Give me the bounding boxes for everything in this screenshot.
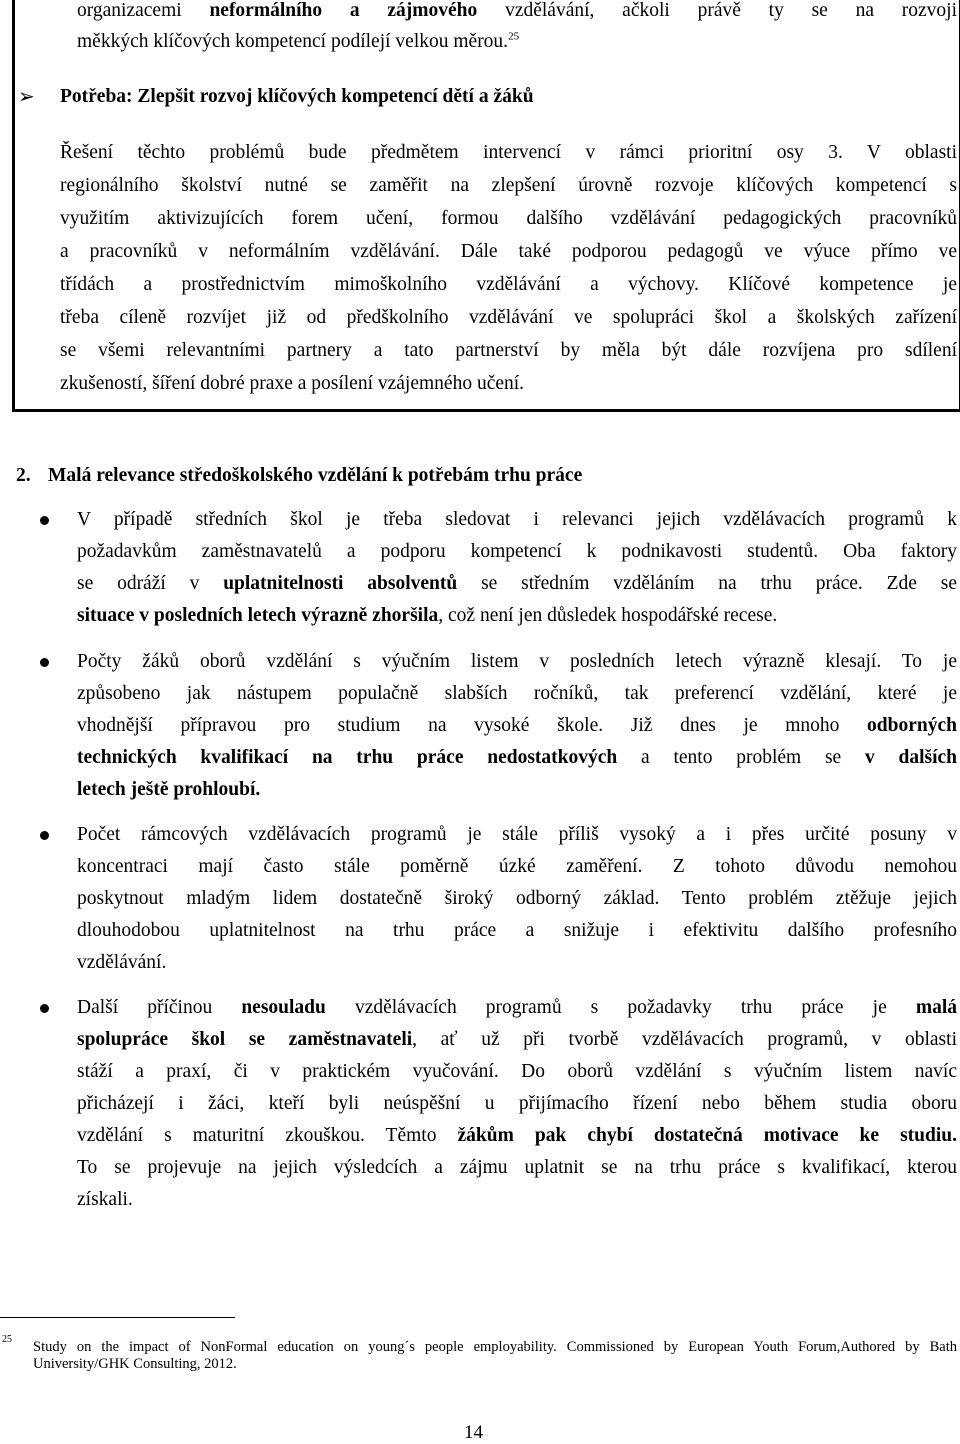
bullet-icon: [40, 831, 49, 840]
box-line-1: organizacemi neformálního a zájmového vzdělávání, ačkoli právě ty se na rozvoji: [77, 0, 957, 21]
footnote-divider: [0, 1317, 235, 1318]
bullet-1-line: se odráží v uplatnitelnosti absolventů se středním vzděláním na trhu práce. Zde se: [77, 573, 958, 594]
bullet-1-line: V případě středních škol je třeba sledovat i relevanci jejich vzdělávacích programů k: [77, 509, 957, 530]
arrow-bullet-icon: ➢: [18, 86, 35, 108]
box-para-line: a pracovníků v neformálním vzdělávání. Dále také podporou pedagogů ve výuce přímo ve: [60, 241, 957, 262]
bullet-4-line: To se projevuje na jejich výsledcích a zájmu uplatnit se na trhu práce s kvalifikací, kterou: [77, 1157, 957, 1178]
box-para-line: Řešení těchto problémů bude předmětem intervencí v rámci prioritní osy 3. V oblasti: [60, 142, 957, 163]
bullet-4-line: získali.: [77, 1189, 133, 1210]
box-para-line: využitím aktivizujících forem učení, formou dalšího vzdělávání pedagogických pracovníků: [60, 208, 957, 229]
box-para-line: se všemi relevantními partnery a tato partnerství by měla být dále rozvíjena pro sdílení: [60, 340, 957, 361]
bullet-3-line: poskytnout mladým lidem dostatečně široký odborný základ. Tento problém ztěžuje jejich: [77, 888, 957, 909]
bullet-3-line: koncentraci mají často stále poměrně úzké zaměření. Z tohoto důvodu nemohou: [77, 856, 957, 877]
footnote-reference: 25: [508, 30, 520, 43]
bullet-4-line: vzdělání s maturitní zkouškou. Těmto žákům pak chybí dostatečná motivace ke studiu.: [77, 1125, 958, 1146]
box-para-line: třídách a prostřednictvím mimoškolního vzdělávání a výchovy. Klíčové kompetence je: [60, 274, 957, 295]
bullet-3-line: Počet rámcových vzdělávacích programů je stále příliš vysoký a i přes určité posuny v: [77, 824, 957, 845]
bullet-1-line: situace v posledních letech výrazně zhoršila, což není jen důsledek hospodářské recese.: [77, 605, 778, 626]
bullet-1-line: požadavkům zaměstnavatelů a podporu kompetencí k podnikavosti studentů. Oba faktory: [77, 541, 957, 562]
footnote-number: 25: [2, 1334, 12, 1345]
box-line-2: měkkých klíčových kompetencí podílejí velkou měrou.$^{25}$: [77, 30, 520, 52]
section-title: Malá relevance středoškolského vzdělání k potřebám trhu práce: [48, 465, 583, 486]
bullet-icon: [40, 658, 49, 667]
need-heading: Potřeba: Zlepšit rozvoj klíčových kompetencí dětí a žáků: [60, 86, 534, 107]
bullet-2-line: Počty žáků oborů vzdělání s výučním listem v posledních letech výrazně klesají. To je: [77, 651, 957, 672]
footnote-line-2: University/GHK Consulting, 2012.: [33, 1356, 237, 1372]
footnote-line-1: Study on the impact of NonFormal education on young´s people employability. Commissioned by European Youth Forum,Authored by Bath: [33, 1339, 957, 1355]
bullet-2-line: vhodnější přípravou pro studium na vysoké škole. Již dnes je mnoho odborných: [77, 715, 957, 736]
bullet-icon: [40, 1004, 49, 1013]
bullet-4-line: přicházejí i žáci, kteří byli neúspěšní u přijímacího řízení nebo během studia oboru: [77, 1093, 957, 1114]
bullet-3-line: vzdělávání.: [77, 952, 167, 973]
bullet-4-line: stáží a praxí, či v praktickém vyučování. Do oborů vzdělání s výučním listem navíc: [77, 1061, 957, 1082]
box-para-line: zkušeností, šíření dobré praxe a posílení vzájemného učení.: [60, 373, 525, 394]
bullet-2-line: letech ještě prohloubí.: [77, 779, 261, 800]
bullet-3-line: dlouhodobou uplatnitelnost na trhu práce a snižuje i efektivitu dalšího profesního: [77, 920, 957, 941]
bullet-icon: [40, 516, 49, 525]
box-para-line: regionálního školství nutné se zaměřit na zlepšení úrovně rozvoje klíčových kompetencí s: [60, 175, 957, 196]
section-number: 2.: [16, 465, 31, 486]
box-para-line: třeba cíleně rozvíjet již od předškolního vzdělávání ve spolupráci škol a školských zařízení: [60, 307, 957, 328]
bullet-2-line: způsobeno jak nástupem populačně slabších ročníků, tak preferencí vzdělání, které je: [77, 683, 957, 704]
page-number: 14: [464, 1422, 483, 1443]
bullet-4-line: Další příčinou nesouladu vzdělávacích programů s požadavky trhu práce je malá: [77, 997, 957, 1018]
bullet-4-line: spolupráce škol se zaměstnavateli, ať už při tvorbě vzdělávacích programů, v oblasti: [77, 1029, 957, 1050]
bullet-2-line: technických kvalifikací na trhu práce nedostatkových a tento problém se v dalších: [77, 747, 958, 768]
